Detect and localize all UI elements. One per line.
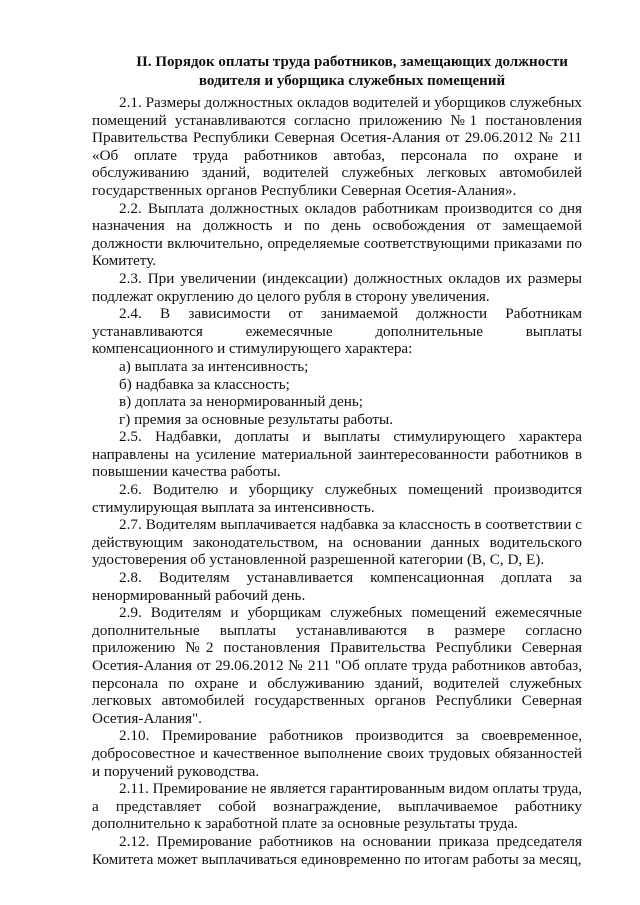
list-item-b: б) надбавка за классность; (119, 375, 290, 393)
paragraph-2-2: 2.2. Выплата должностных окладов работникам производится со дня назначения на должность и по день освобождения от замещаемой должности включительно, определяемые соответствующими приказами по Комитету. (92, 199, 582, 270)
paragraph-2-11: 2.11. Премирование не является гарантированным видом оплаты труда, а представляет собой вознаграждение, выплачиваемое работнику дополнительно к заработной плате за основные результаты труда. (92, 780, 582, 833)
paragraph-2-6: 2.6. Водителю и уборщику служебных помещений производится стимулирующая выплата за интенсивность. (92, 481, 582, 516)
paragraph-2-12: 2.12. Премирование работников на основании приказа председателя Комитета может выплачиваться единовременно по итогам работы за месяц, (92, 832, 582, 868)
list-item-c: в) доплата за ненормированный день; (119, 393, 364, 411)
paragraph-2-7: 2.7. Водителям выплачивается надбавка за классность в соответствии с действующим законодательством, на основании данных водительского удостоверения об установленной разрешенной категории (B, C, D, E). (92, 516, 582, 569)
section-heading (92, 53, 582, 91)
paragraph-2-5: 2.5. Надбавки, доплаты и выплаты стимулирующего характера направлены на усиление материальной заинтересованности работников в повышении качества работы. (92, 428, 582, 481)
heading-line-1: II. Порядок оплаты труда работников, замещающих должности (136, 54, 568, 70)
paragraph-2-1: 2.1. Размеры должностных окладов водителей и уборщиков служебных помещений устанавливаются согласно приложению №1 постановления Правительства Республики Северная Осетия-Алания от 29.06.2012 № 211 «Об оплате труда работников автобаз, персонала по охране и обслуживанию зданий, водителей служебных легковых автомобилей государственных органов Республики Северная Осетия-Алания». (92, 94, 582, 199)
heading-line-2: водителя и уборщика служебных помещений (198, 73, 506, 89)
paragraph-2-3: 2.3. При увеличении (индексации) должностных окладов их размеры подлежат округлению до целого рубля в сторону увеличения. (92, 269, 582, 305)
paragraph-2-10: 2.10. Премирование работников производится за своевременное, добросовестное и качественное выполнение своих трудовых обязанностей и поручений руководства. (92, 727, 582, 780)
list-item-a: а) выплата за интенсивность; (119, 357, 309, 375)
list-item-d: г) премия за основные результаты работы. (119, 410, 394, 428)
paragraph-2-4: 2.4. В зависимости от занимаемой должности Работникам устанавливаются ежемесячные дополнительные выплаты компенсационного и стимулирующего характера: (92, 305, 582, 358)
paragraph-2-9: 2.9. Водителям и уборщикам служебных помещений ежемесячные дополнительные выплаты устанавливаются в размере согласно приложению №2 постановления Правительства Республики Северная Осетия-Алания от 29.06.2012 № 211 "Об оплате труда работников автобаз, персонала по охране и обслуживанию зданий, водителей служебных легковых автомобилей государственных органов Республики Северная Осетия-Алания". (92, 604, 582, 727)
paragraph-2-8: 2.8. Водителям устанавливается компенсационная доплата за ненормированный рабочий день. (92, 569, 582, 604)
